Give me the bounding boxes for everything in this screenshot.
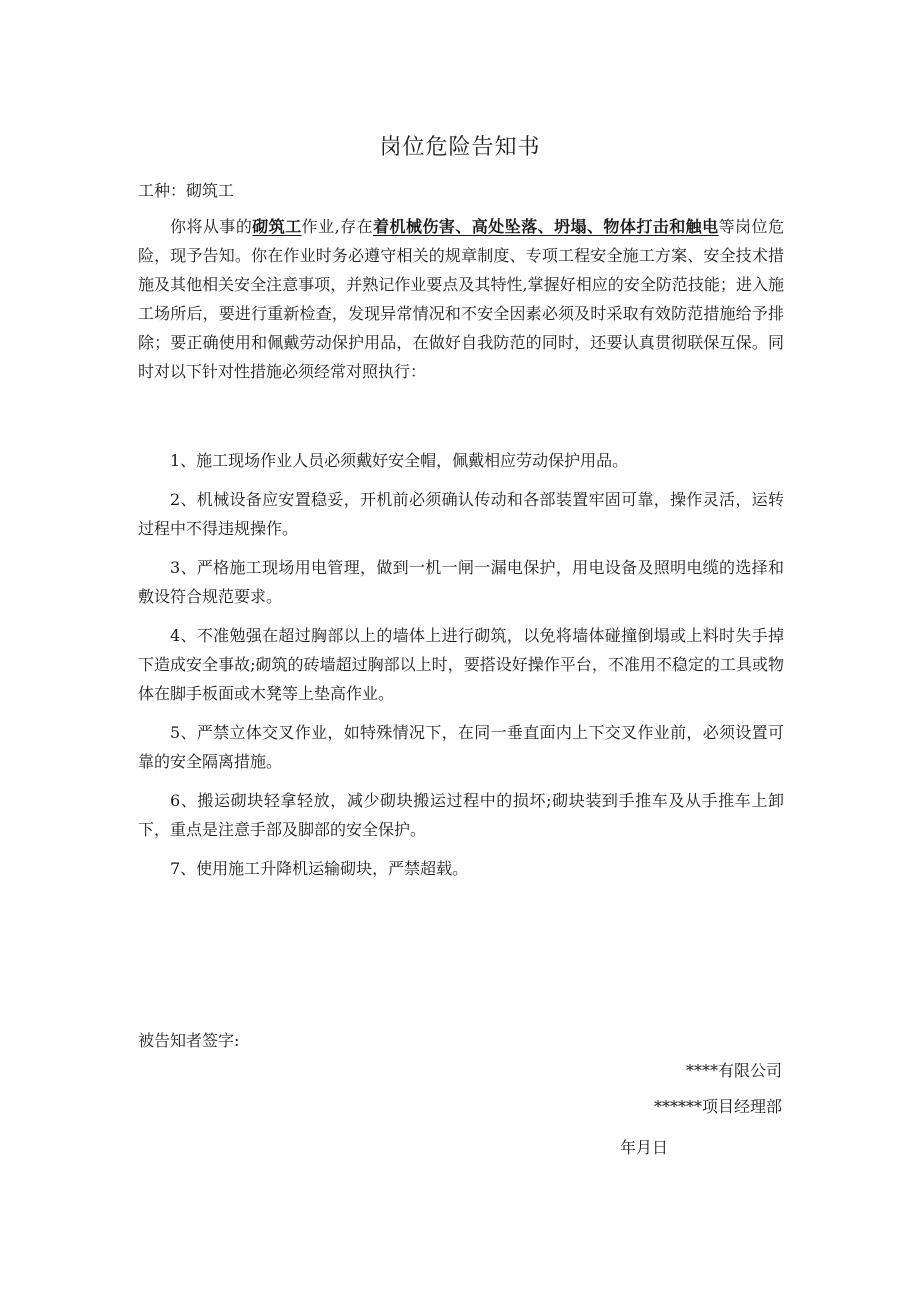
rule-item: 6、搬运砌块轻拿轻放，减少砌块搬运过程中的损坏;砌块装到手推车及从手推车上卸下，重点是注意手部及脚部的安全保护。 [138,791,784,839]
rule-item: 2、机械设备应安置稳妥，开机前必须确认传动和各部装置牢固可靠，操作灵活，运转过程中不得违规操作。 [138,490,784,538]
department-name: ******项目经理部 [653,1097,782,1116]
hazard-list: 着机械伤害、高处坠落、坍塌、物体打击和触电 [373,217,719,236]
intro-text-1: 你将从事的 [170,217,253,236]
document-title: 岗位危险告知书 [379,135,541,160]
intro-paragraph [138,212,784,386]
work-type: 工种：砌筑工 [138,181,235,200]
rule-item: 7、使用施工升降机运输砌块，严禁超载。 [170,859,469,878]
company-name: ****有限公司 [685,1061,782,1080]
signature-label: 被告知者签字: [138,1031,240,1050]
date-line: 年月日 [620,1138,669,1157]
rules-list [138,446,784,893]
job-name: 砌筑工 [252,217,302,236]
rule-item: 1、施工现场作业人员必须戴好安全帽，佩戴相应劳动保护用品。 [170,451,629,470]
intro-text-2: 作业,存在 [301,217,374,236]
rule-item: 3、严格施工现场用电管理，做到一机一闸一漏电保护，用电设备及照明电缆的选择和敷设符合规范要求。 [138,558,784,606]
rule-item: 4、不准勉强在超过胸部以上的墙体上进行砌筑，以免将墙体碰撞倒塌或上料时失手掉下造成安全事故;砌筑的砖墙超过胸部以上时，要搭设好操作平台，不准用不稳定的工具或物体在脚手板面或木凳等上垫高作业。 [138,626,784,703]
rule-item: 5、严禁立体交叉作业，如特殊情况下，在同一垂直面内上下交叉作业前，必须设置可靠的安全隔离措施。 [138,723,784,771]
intro-text-3: 等岗位危险，现予告知。你在作业时务必遵守相关的规章制度、专项工程安全施工方案、安全技术措施及其他相关安全注意事项，并熟记作业要点及其特性,掌握好相应的安全防范技能；进入施工场所后，要进行重新检查，发现异常情况和不安全因素必须及时采取有效防范措施给予排除；要正确使用和佩戴劳动保护用品，在做好自我防范的同时，还要认真贯彻联保互保。同时对以下针对性措施必须经常对照执行： [138,217,784,381]
